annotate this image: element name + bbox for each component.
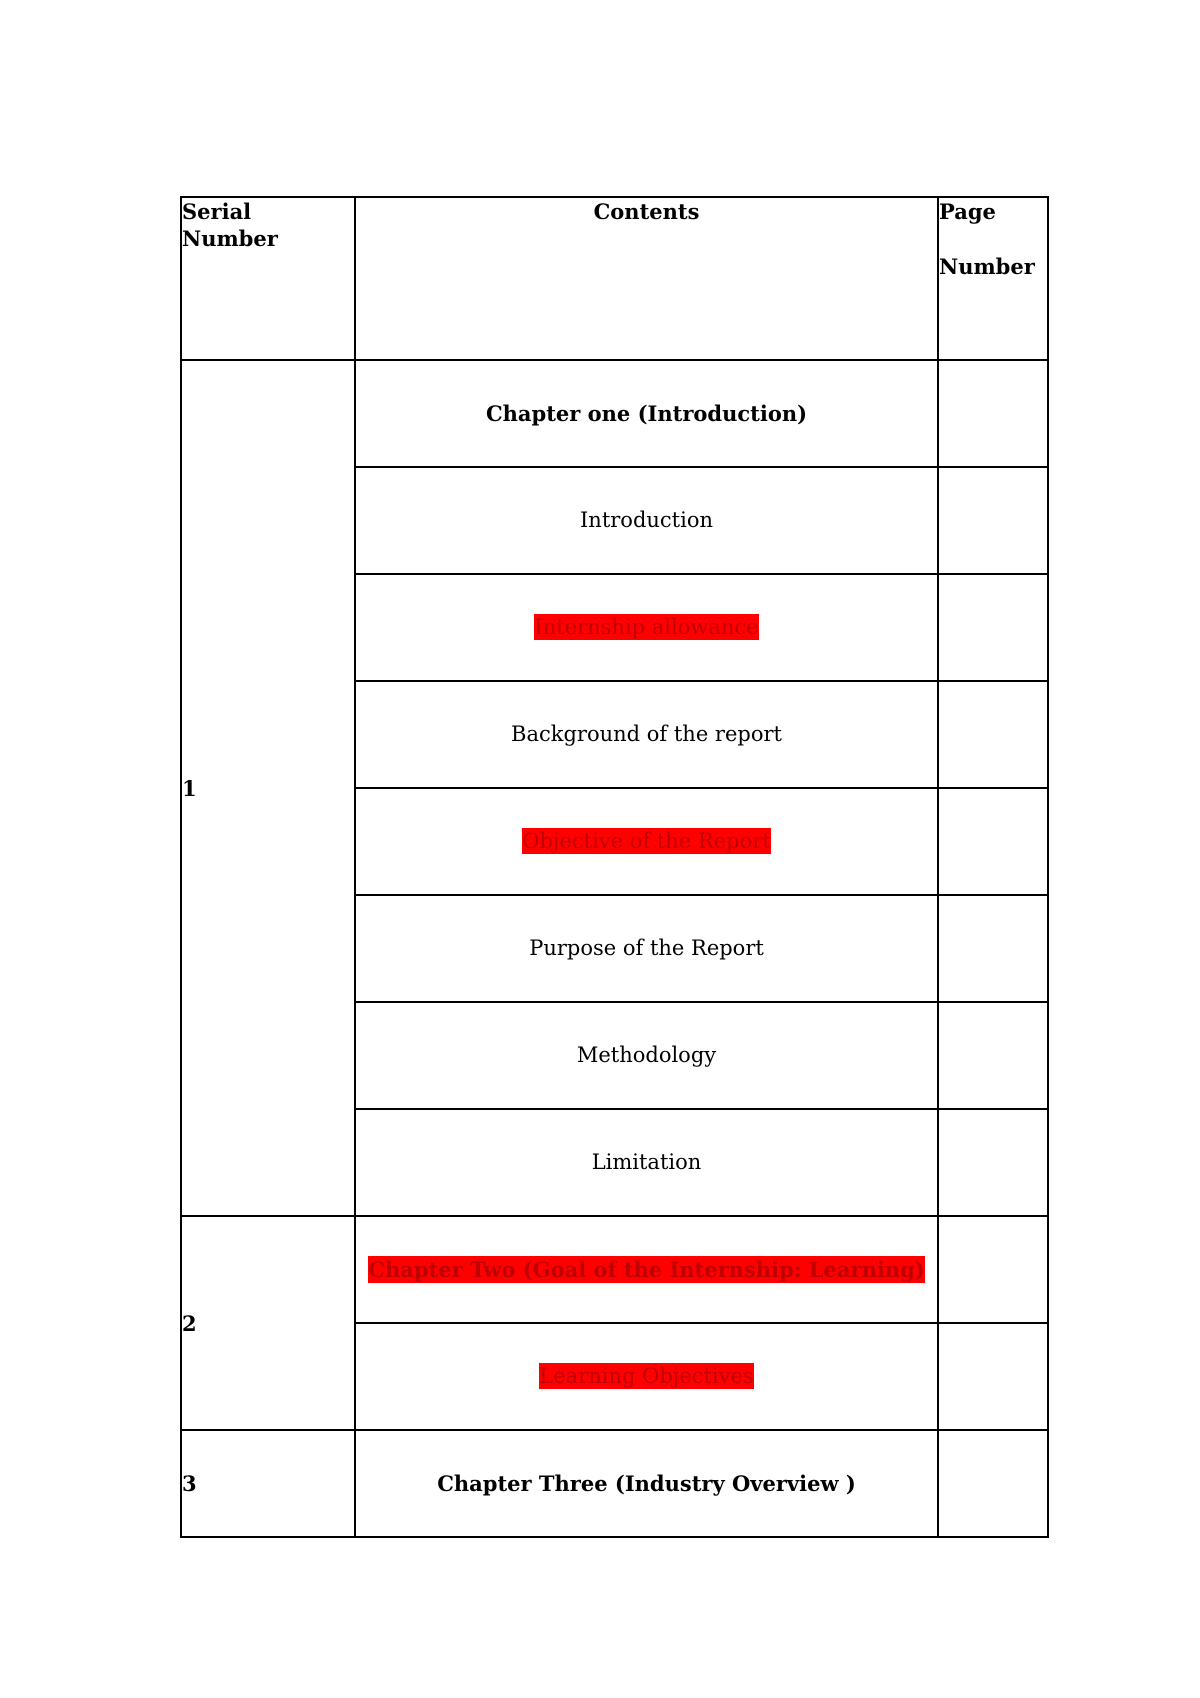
section-title: Introduction bbox=[580, 508, 713, 532]
page-number-header-line1: Page bbox=[939, 199, 996, 224]
content-cell bbox=[355, 895, 938, 1002]
chapter-heading: Chapter one (Introduction) bbox=[485, 400, 808, 426]
contents-header: Contents bbox=[355, 197, 938, 360]
content-cell bbox=[355, 467, 938, 574]
content-cell bbox=[355, 788, 938, 895]
content-cell bbox=[355, 574, 938, 681]
content-cell bbox=[355, 1002, 938, 1109]
highlighted-section-title: Internship allowance bbox=[534, 615, 759, 639]
chapter-heading-cell bbox=[355, 1430, 938, 1537]
page-number-header bbox=[938, 197, 1048, 360]
serial-number-cell: 1 bbox=[181, 360, 355, 1216]
page-number-header-line2: Number bbox=[939, 254, 1035, 279]
content-cell bbox=[355, 1109, 938, 1216]
serial-number-header: Serial Number bbox=[181, 197, 355, 360]
page-number-cell bbox=[938, 1002, 1048, 1109]
page-number-cell bbox=[938, 1430, 1048, 1537]
serial-number-cell: 2 bbox=[181, 1216, 355, 1430]
chapter-heading: Chapter Three (Industry Overview ) bbox=[437, 1470, 856, 1496]
page-number-cell bbox=[938, 1216, 1048, 1323]
page-number-cell bbox=[938, 360, 1048, 467]
table-row bbox=[181, 360, 1048, 467]
highlighted-section-title: Objective of the Report bbox=[522, 829, 771, 853]
table-of-contents bbox=[180, 196, 1049, 1538]
chapter-heading-cell bbox=[355, 1216, 938, 1323]
page-number-cell bbox=[938, 788, 1048, 895]
table-row bbox=[181, 1216, 1048, 1323]
chapter-heading-cell bbox=[355, 360, 938, 467]
content-cell bbox=[355, 1323, 938, 1430]
serial-number-cell: 3 bbox=[181, 1430, 355, 1537]
highlighted-section-title: Learning Objectives bbox=[539, 1364, 754, 1388]
content-cell bbox=[355, 681, 938, 788]
page-number-cell bbox=[938, 681, 1048, 788]
section-title: Limitation bbox=[591, 1150, 702, 1174]
highlighted-chapter-heading: Chapter Two (Goal of the Internship: Learning) bbox=[368, 1256, 925, 1282]
page-number-cell bbox=[938, 1323, 1048, 1430]
section-title: Methodology bbox=[576, 1043, 717, 1067]
page-number-cell bbox=[938, 574, 1048, 681]
section-title: Background of the report bbox=[511, 722, 782, 746]
table-row bbox=[181, 1430, 1048, 1537]
page-number-cell bbox=[938, 1109, 1048, 1216]
table-header-row bbox=[181, 197, 1048, 360]
page-number-cell bbox=[938, 895, 1048, 1002]
page-number-cell bbox=[938, 467, 1048, 574]
section-title: Purpose of the Report bbox=[529, 936, 764, 960]
